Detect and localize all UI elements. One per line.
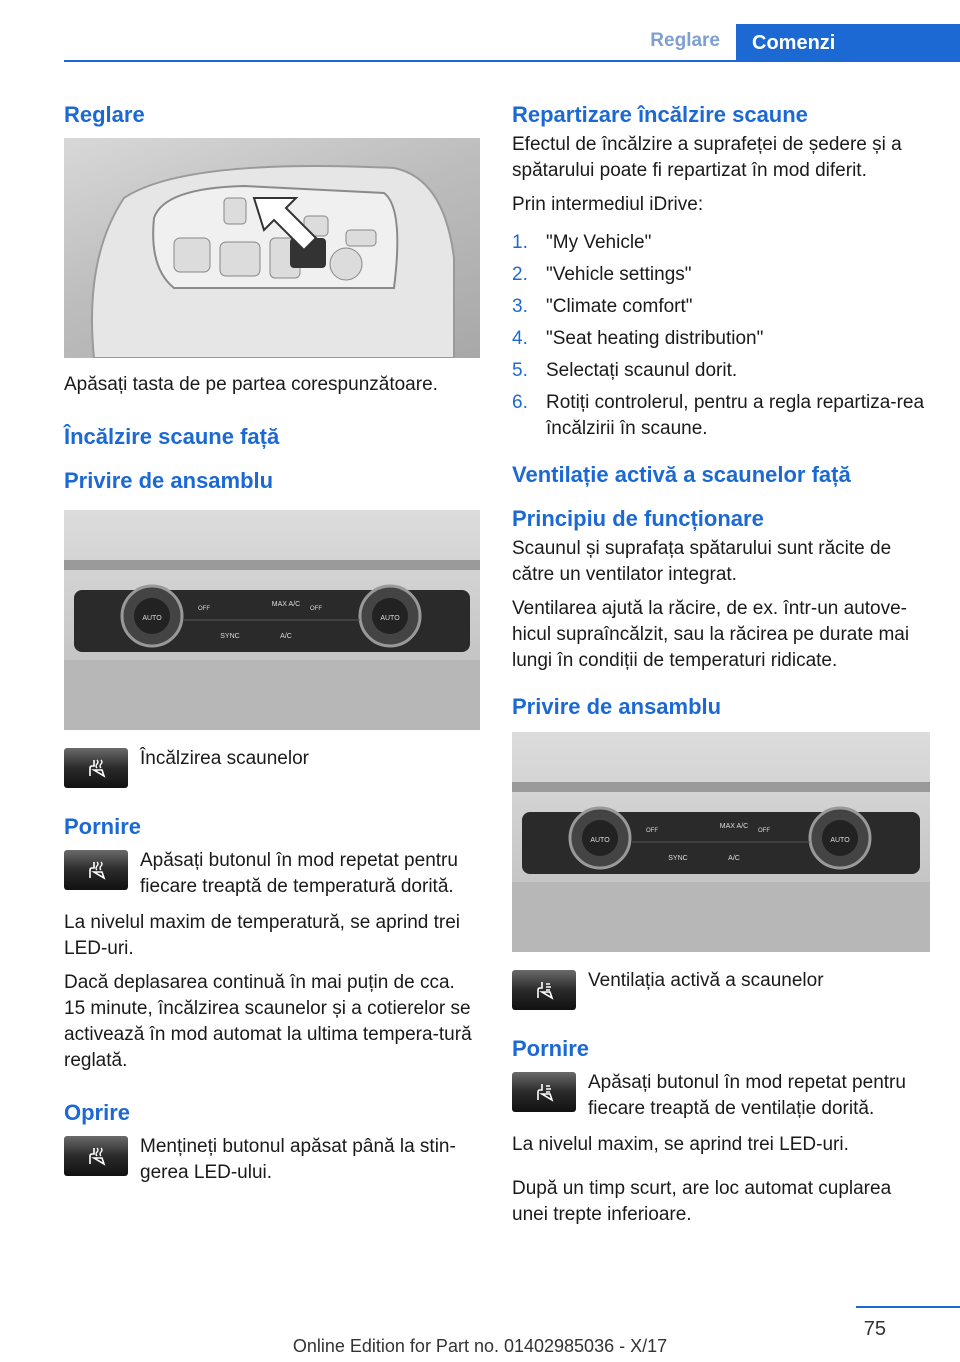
heat-icon-label: Încălzirea scaunelor bbox=[140, 748, 309, 769]
seat-ventilation-icon bbox=[512, 1072, 576, 1112]
list-item: 1. "My Vehicle" bbox=[512, 232, 652, 253]
idrive-steps bbox=[512, 230, 930, 442]
right-column bbox=[512, 100, 930, 1236]
principle-p1: Scaunul și suprafața spătarului sunt răcite de către un ventilator integrat. bbox=[512, 538, 892, 585]
vent-icon-label: Ventilația activă a scaunelor bbox=[588, 970, 824, 991]
tab-comenzi[interactable]: Comenzi bbox=[736, 24, 960, 62]
breadcrumb[interactable]: Reglare bbox=[650, 30, 720, 51]
list-item: 5. Selectați scaunul dorit. bbox=[512, 360, 738, 381]
auto-label-right: AUTO bbox=[830, 837, 850, 844]
auto-label-left: AUTO bbox=[142, 615, 162, 622]
pornire-heat-row bbox=[64, 848, 480, 900]
section-title-ventilation: Ventilație activă a scaunelor față bbox=[512, 462, 851, 487]
climate-panel-illustration bbox=[512, 732, 930, 952]
subsection-pornire-right: Pornire bbox=[512, 1036, 590, 1061]
ac-label: A/C bbox=[728, 855, 740, 862]
list-item: 2. "Vehicle settings" bbox=[512, 264, 692, 285]
pornire-vent-row bbox=[512, 1070, 930, 1122]
distrib-p1: Efectul de încălzire a suprafeței de ședere și a spătarului poate fi repartizat în mod diferit. bbox=[512, 134, 902, 181]
list-item: 3. "Climate comfort" bbox=[512, 296, 693, 317]
list-item: 4. "Seat heating distribution" bbox=[512, 328, 764, 349]
heat-icon-legend bbox=[64, 746, 480, 788]
reglare-text: Apăsați tasta de pe partea corespunzătoare. bbox=[64, 374, 438, 395]
seat-heating-icon bbox=[64, 748, 128, 788]
off-label-right: OFF bbox=[310, 606, 322, 612]
off-label-left: OFF bbox=[198, 606, 210, 612]
oprire-text: Mențineți butonul apăsat până la stin‐gerea LED-ului. bbox=[140, 1136, 456, 1183]
page-header bbox=[64, 0, 960, 62]
pornire-vent-p2: După un timp scurt, are loc automat cuplarea unei trepte inferioare. bbox=[512, 1178, 892, 1225]
section-title-reglare: Reglare bbox=[64, 102, 145, 127]
off-label-left: OFF bbox=[646, 828, 658, 834]
climate-panel-image-right bbox=[512, 732, 930, 952]
seat-ventilation-icon bbox=[512, 970, 576, 1010]
section-title-distribution: Repartizare încălzire scaune bbox=[512, 102, 808, 127]
principle-p2: Ventilarea ajută la răcire, de ex. într-un autove‐hicul supraîncălzit, sau la răcirea pe durate mai lungi în condiții de temperaturi ridicate. bbox=[512, 598, 910, 671]
pornire-vent-p1: La nivelul maxim, se aprind trei LED-uri. bbox=[512, 1134, 849, 1155]
subsection-oprire: Oprire bbox=[64, 1100, 131, 1125]
max-ac-label: MAX A/C bbox=[719, 823, 749, 830]
oprire-row bbox=[64, 1134, 480, 1186]
subsection-principle: Principiu de funcționare bbox=[512, 506, 764, 531]
list-item: 6. Rotiți controlerul, pentru a regla repartiza‐rea încălzirii în scaune. bbox=[512, 392, 925, 439]
sync-label: SYNC bbox=[220, 633, 240, 640]
left-column bbox=[64, 100, 480, 1196]
auto-label-left: AUTO bbox=[590, 837, 610, 844]
vent-icon-legend bbox=[512, 968, 930, 1010]
page-number: 75 bbox=[863, 1318, 886, 1340]
climate-panel-image-left bbox=[64, 510, 480, 730]
off-label-right: OFF bbox=[758, 828, 770, 834]
pornire-heat-p1: La nivelul maxim de temperatură, se aprind trei LED-uri. bbox=[64, 912, 461, 959]
ac-label: A/C bbox=[280, 633, 292, 640]
seat-heating-icon bbox=[64, 1136, 128, 1176]
seat-controls-illustration bbox=[64, 138, 480, 358]
footer-rule bbox=[856, 1306, 960, 1308]
section-title-heating: Încălzire scaune față bbox=[64, 424, 280, 449]
pornire-heat-p2: Dacă deplasarea continuă în mai puțin de cca. 15 minute, încălzirea scaunelor și a cotierelor se activează în mod automat la ultima tempera‐tură reglată. bbox=[64, 972, 472, 1071]
auto-label-right: AUTO bbox=[380, 615, 400, 622]
seat-controls-image bbox=[64, 138, 480, 358]
distrib-p2: Prin intermediul iDrive: bbox=[512, 194, 704, 215]
sync-label: SYNC bbox=[668, 855, 688, 862]
max-ac-label: MAX A/C bbox=[271, 601, 301, 608]
pornire-vent-text: Apăsați butonul în mod repetat pentru fiecare treaptă de ventilație dorită. bbox=[588, 1072, 906, 1119]
seat-heating-icon bbox=[64, 850, 128, 890]
subsection-overview-left: Privire de ansamblu bbox=[64, 468, 274, 493]
footer-edition: Online Edition for Part no. 01402985036 - X/17 bbox=[292, 1336, 668, 1356]
pornire-heat-text: Apăsați butonul în mod repetat pentru fiecare treaptă de temperatură dorită. bbox=[140, 850, 458, 897]
subsection-pornire-left: Pornire bbox=[64, 814, 142, 839]
climate-panel-illustration bbox=[64, 510, 480, 730]
subsection-overview-right: Privire de ansamblu bbox=[512, 694, 722, 719]
